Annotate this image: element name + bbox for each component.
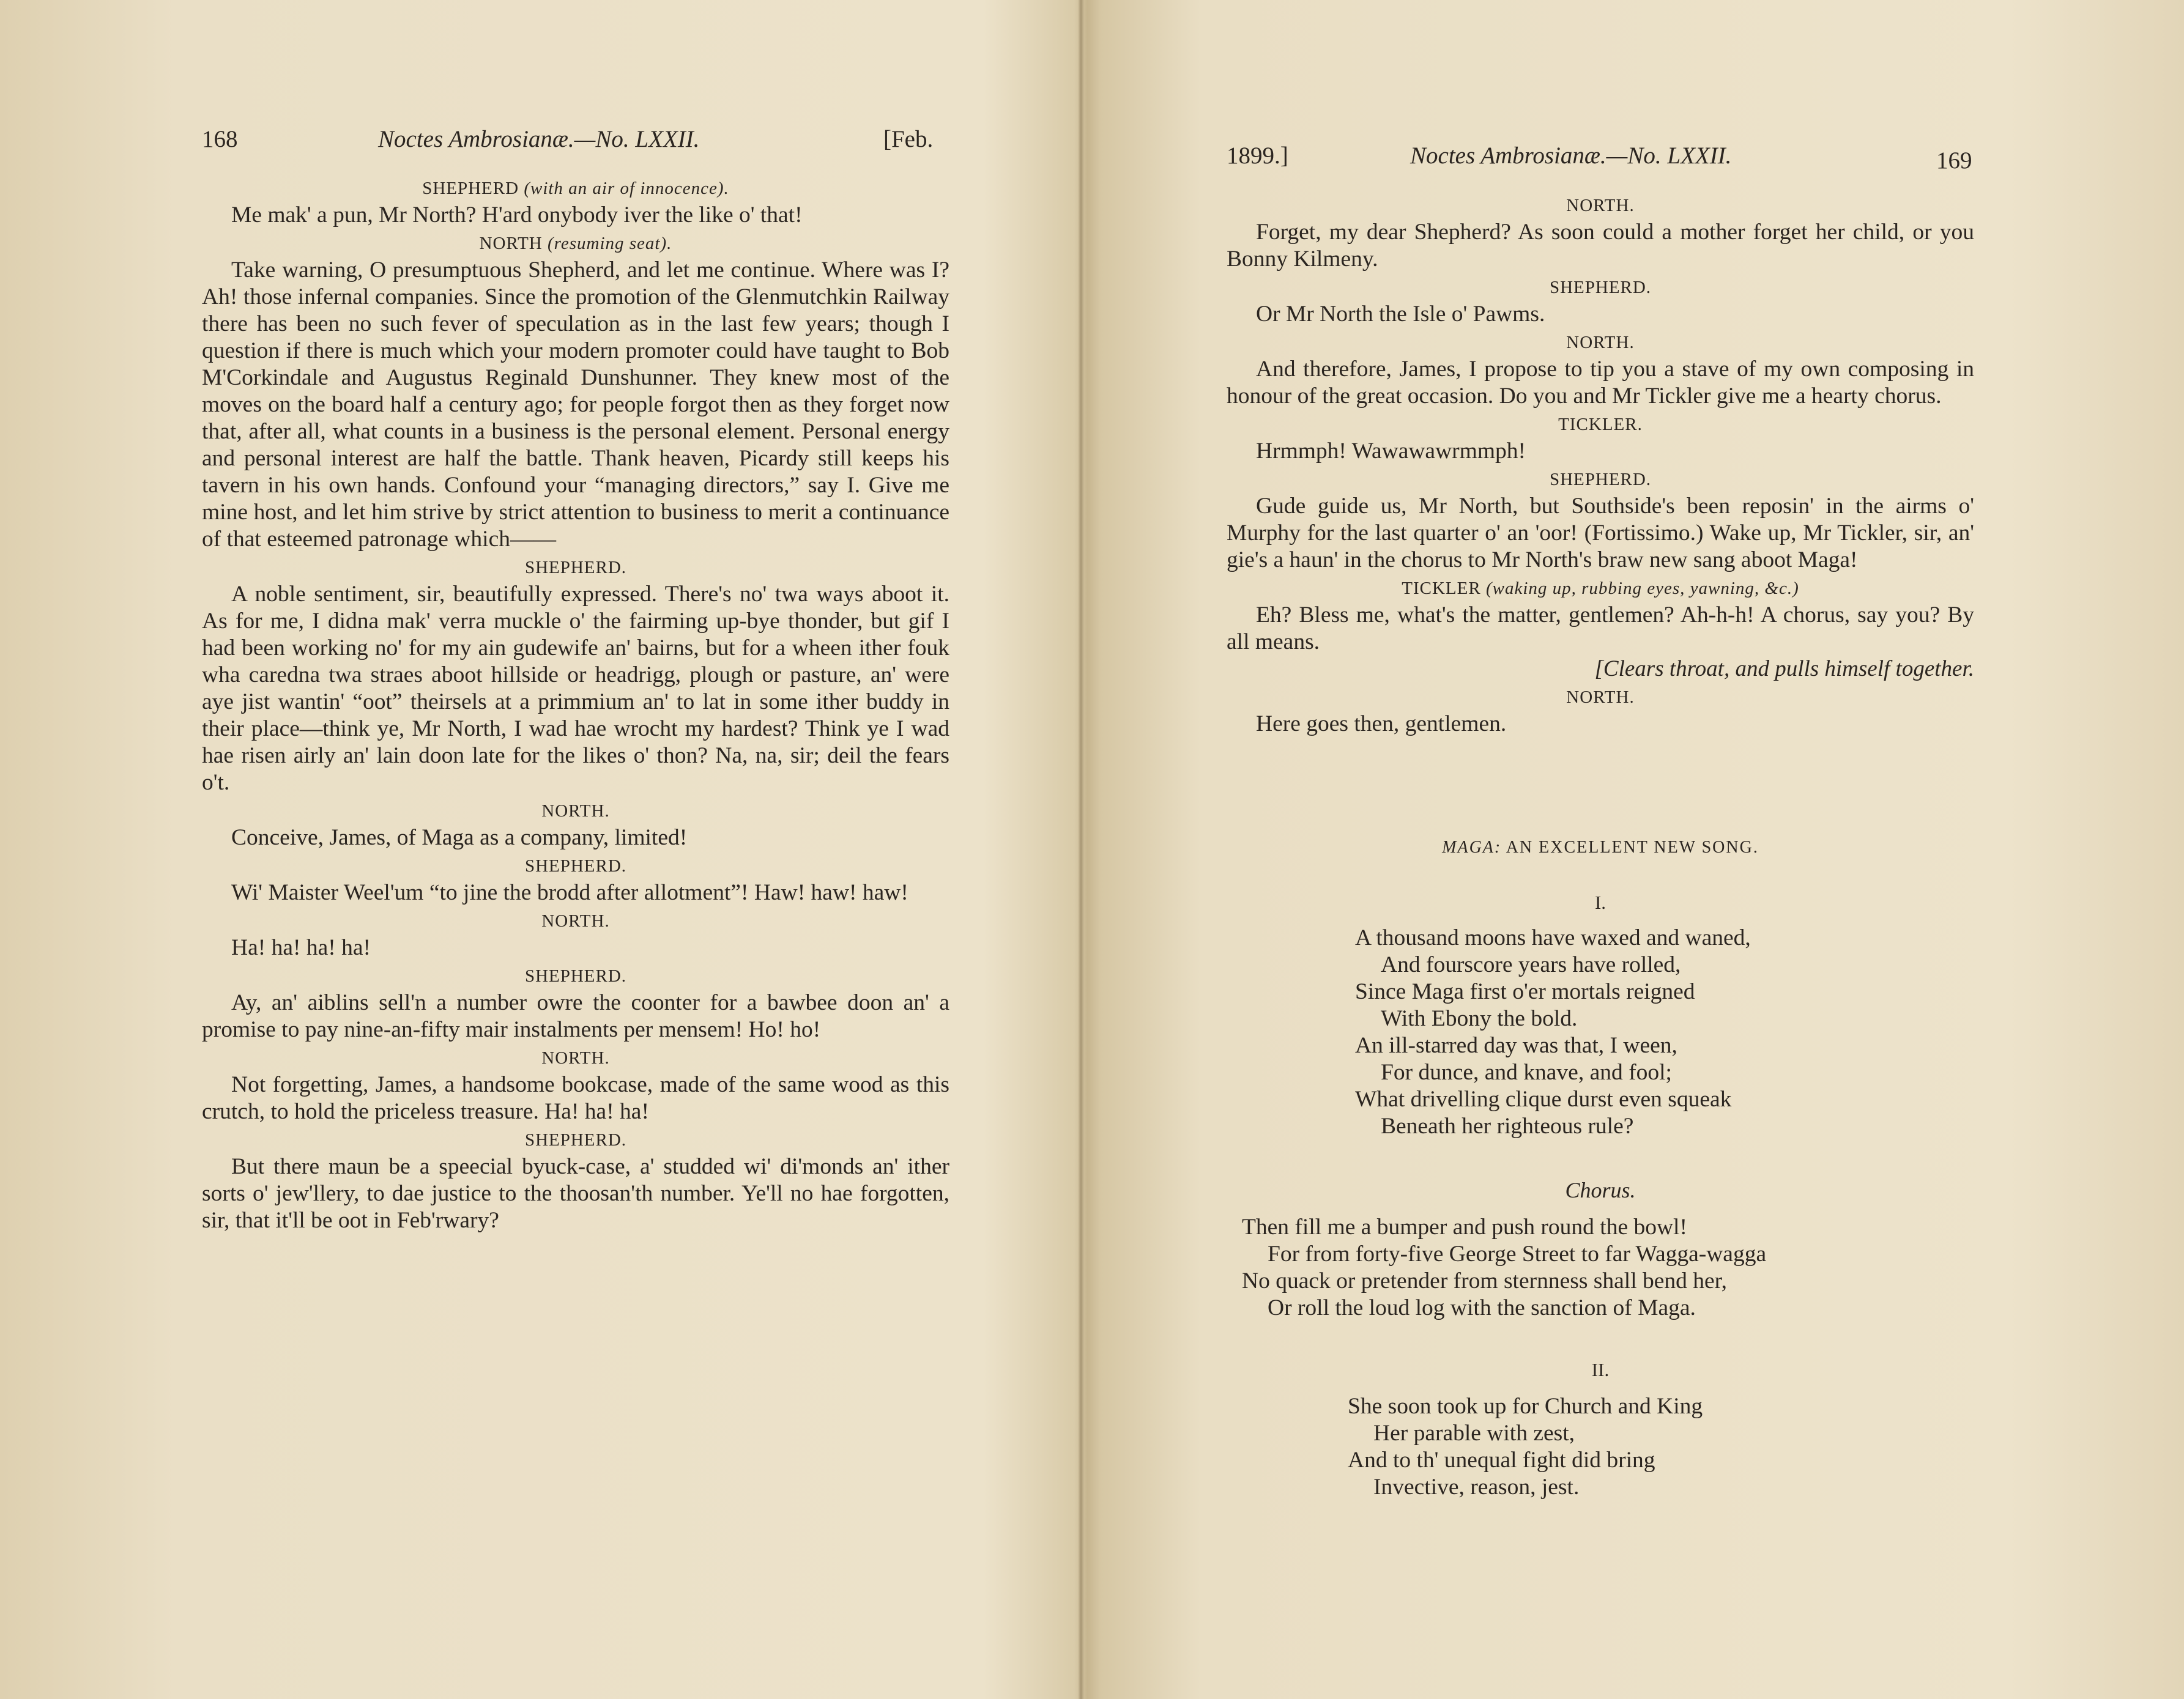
- left-running-title: Noctes Ambrosianæ.—No. LXXII.: [378, 126, 700, 152]
- verse-line: Her parable with zest,: [1373, 1421, 1575, 1446]
- speech: Here goes then, gentlemen.: [1256, 711, 1507, 736]
- right-dialogue: [1227, 191, 1974, 738]
- verse-line: Since Maga first o'er mortals reigned: [1355, 979, 1695, 1004]
- verse-line: Beneath her righteous rule?: [1381, 1114, 1634, 1139]
- left-page: [202, 0, 949, 1699]
- speaker-heading: TICKLER (waking up, rubbing eyes, yawning, &c.): [1402, 579, 1799, 598]
- book-gutter: [1078, 0, 1084, 1699]
- speech: Hrmmph! Wawawawrmmph!: [1256, 439, 1526, 464]
- verse-line: For dunce, and knave, and fool;: [1381, 1060, 1672, 1085]
- speech: A noble sentiment, sir, beautifully expressed. There's no' twa ways aboot it. As for me, I didna mak' verra muckle o' the fairming up-bye thonder, but gif I had been working no' for my ain gudewife an' bairns, but for a wheen ither fouk wha caredna twa straes aboot hillside or headrigg, plough or pasture, an' were aye jist wantin' “oot” theirsels at a primmium an' to lat in some ither buddy in their place—think ye, Mr North, I wad hae wrocht my hardest? Think ye I wad hae risen airly an' lain doon late for the likes o' thon? Na, na, sir; deil the fears o't.: [202, 582, 949, 795]
- verse-line: For from forty-five George Street to far Wagga-wagga: [1268, 1242, 1767, 1267]
- chorus: [1242, 1214, 1766, 1322]
- speaker-heading: SHEPHERD.: [524, 856, 627, 876]
- speaker-heading: SHEPHERD (with an air of innocence).: [422, 179, 729, 198]
- speaker-heading: SHEPHERD.: [524, 558, 627, 577]
- speech: Take warning, O presumptuous Shepherd, and let me continue. Where was I? Ah! those infernal companies. Since the promotion of the Glenmutchkin Railway there has been no such fever of speculation as in the last few years; though I question if there is much which your modern promoter could have taught to Bob M'Corkindale and Augustus Reginald Dunshunner. They knew most of the moves on the board half a century ago; for people forgot then as they forget now that, after all, what counts in a business is the personal element. Personal energy and personal interest are half the battle. Thank heaven, Picardy still keeps his tavern in his own hands. Confound your “managing directors,” say I. Give me mine host, and let him strive by strict attention to business to merit a continuance of that esteemed patronage which——: [202, 257, 949, 552]
- speech: Forget, my dear Shepherd? As soon could a mother forget her child, or you Bonny Kilmeny.: [1227, 220, 1974, 272]
- left-dialogue: [202, 174, 949, 1234]
- chorus-title: Chorus.: [1565, 1178, 1636, 1202]
- speaker-heading: SHEPHERD.: [524, 966, 627, 986]
- stanza-2: [1348, 1393, 1703, 1501]
- right-page-number: 169: [1936, 147, 1972, 174]
- speech: Wi' Maister Weel'um “to jine the brodd after allotment”! Haw! haw! haw!: [231, 880, 908, 905]
- verse-line: With Ebony the bold.: [1381, 1006, 1578, 1031]
- song-title: MAGA: AN EXCELLENT NEW SONG.: [1442, 838, 1759, 857]
- verse-line: Then fill me a bumper and push round the bowl!: [1242, 1215, 1687, 1240]
- speech: Eh? Bless me, what's the matter, gentlemen? Ah-h-h! A chorus, say you? By all means.: [1227, 602, 1974, 654]
- speech: Ay, an' aiblins sell'n a number owre the coonter for a bawbee doon an' a promise to pay nine-an-fifty mair instalments per mensem! Ho! ho!: [202, 990, 949, 1042]
- stanza-numeral-1: I.: [1594, 892, 1606, 913]
- speech: But there maun be a speecial byuck-case, a' studded wi' di'monds an' ither sorts o' jew'llery, to dae justice to the thoosan'th number. Ye'll no hae forgotten, sir, that it'll be oot in Feb'rwary?: [202, 1154, 949, 1233]
- right-page: [1227, 0, 1974, 1699]
- verse-line: A thousand moons have waxed and waned,: [1355, 925, 1751, 950]
- speaker-heading: NORTH.: [541, 801, 610, 821]
- speaker-heading: NORTH.: [541, 911, 610, 931]
- stanza-1: [1355, 925, 1751, 1140]
- right-running-title: Noctes Ambrosianæ.—No. LXXII.: [1410, 143, 1732, 169]
- verse-line: No quack or pretender from sternness shall bend her,: [1242, 1268, 1728, 1294]
- speaker-heading: TICKLER.: [1558, 415, 1643, 434]
- speaker-heading: NORTH (resuming seat).: [479, 234, 672, 253]
- speaker-heading: SHEPHERD.: [1549, 470, 1652, 489]
- speech: Not forgetting, James, a handsome bookcase, made of the same wood as this crutch, to hold the priceless treasure. Ha! ha! ha!: [202, 1072, 949, 1124]
- verse-line: An ill-starred day was that, I ween,: [1355, 1033, 1677, 1058]
- speaker-heading: SHEPHERD.: [524, 1130, 627, 1150]
- speech: Me mak' a pun, Mr North? H'ard onybody iver the like o' that!: [231, 202, 803, 228]
- left-date-mark: [Feb.: [883, 126, 934, 152]
- speaker-heading: NORTH.: [541, 1048, 610, 1068]
- speech: Conceive, James, of Maga as a company, limited!: [231, 825, 688, 850]
- verse-line: What drivelling clique durst even squeak: [1355, 1087, 1732, 1112]
- verse-line: She soon took up for Church and King: [1348, 1394, 1703, 1419]
- verse-line: Or roll the loud log with the sanction of Maga.: [1268, 1295, 1696, 1320]
- speaker-heading: SHEPHERD.: [1549, 278, 1652, 297]
- stage-direction: [Clears throat, and pulls himself together.: [1594, 656, 1974, 681]
- left-page-number: 168: [202, 126, 238, 152]
- speaker-heading: NORTH.: [1566, 687, 1635, 707]
- verse-line: And fourscore years have rolled,: [1381, 952, 1681, 977]
- right-date-mark: 1899.]: [1227, 143, 1288, 169]
- speech: Ha! ha! ha! ha!: [231, 935, 371, 960]
- speaker-heading: NORTH.: [1566, 333, 1635, 352]
- speaker-heading: NORTH.: [1566, 196, 1635, 215]
- speech: Gude guide us, Mr North, but Southside's been reposin' in the airms o' Murphy for the last quarter o' an 'oor! (Fortissimo.) Wake up, Mr Tickler, sir, an' gie's a haun' in the chorus to Mr North's braw new sang aboot Maga!: [1227, 494, 1974, 572]
- stanza-numeral-2: II.: [1591, 1359, 1610, 1380]
- speech: And therefore, James, I propose to tip you a stave of my own composing in honour of the great occasion. Do you and Mr Tickler give me a hearty chorus.: [1227, 357, 1974, 409]
- speech: Or Mr North the Isle o' Pawms.: [1256, 302, 1545, 327]
- verse-line: Invective, reason, jest.: [1373, 1475, 1580, 1500]
- verse-line: And to th' unequal fight did bring: [1348, 1448, 1655, 1473]
